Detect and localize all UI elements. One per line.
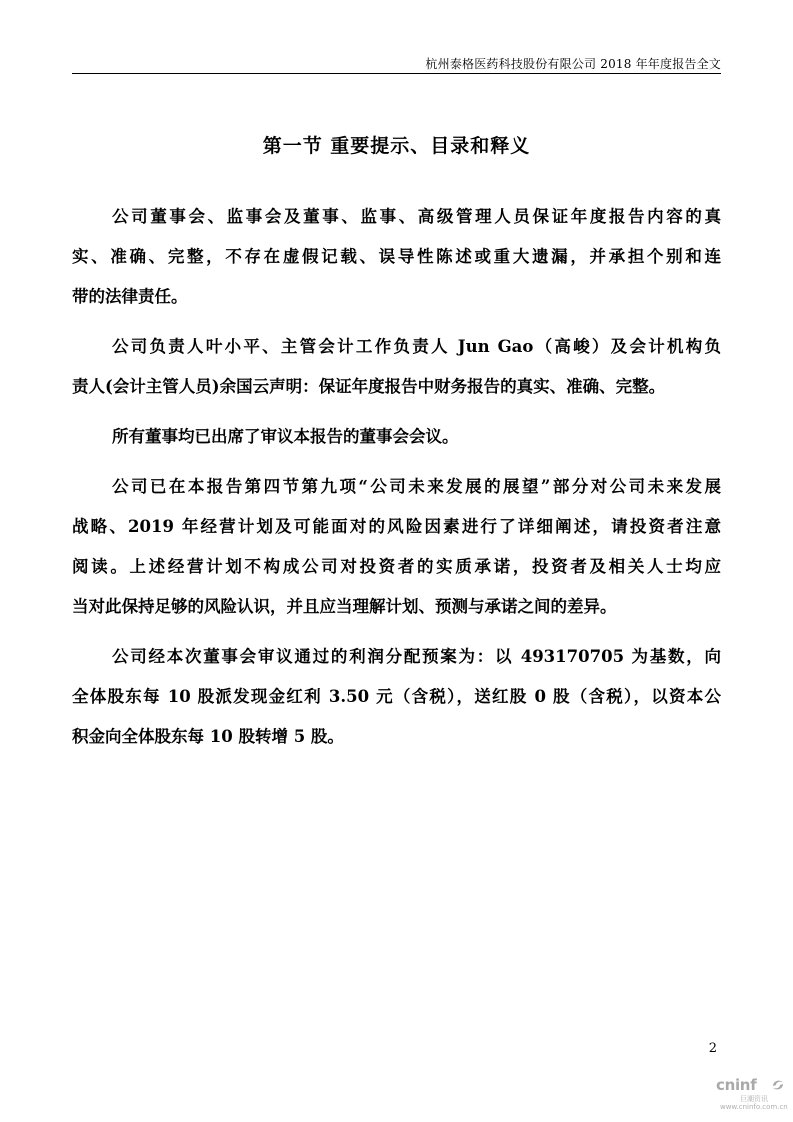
text-line: 公司已在本报告第四节第九项“公司未来发展的展望”部分对公司未来发展 [112,477,721,496]
cninfo-logo [716,1076,788,1116]
paragraph-profit-distribution [72,637,721,757]
text-line: 带的法律责任。 [72,287,188,306]
paragraph-officers-declaration [72,327,721,407]
header-divider [72,73,721,74]
text-line: 战略、2019 年经营计划及可能面对的风险因素进行了详细阐述，请投资者注意 [72,517,721,536]
paragraph-board-attendance [72,417,721,457]
cninfo-swirl-icon [770,1077,786,1093]
text-line: 公司负责人叶小平、主管会计工作负责人 Jun Gao（高峻）及会计机构负 [112,337,721,356]
text-line: 公司董事会、监事会及董事、监事、高级管理人员保证年度报告内容的真 [112,207,721,226]
paragraph-responsibility-statement [72,197,721,317]
text-line: 公司经本次董事会审议通过的利润分配预案为：以 493170705 为基数，向 [112,647,721,666]
header-title: 杭州泰格医药科技股份有限公司 2018 年年度报告全文 [425,57,721,71]
logo-wordmark: cninf [716,1076,757,1094]
section-title: 第一节 重要提示、目录和释义 [262,135,531,157]
text-line: 阅读。上述经营计划不构成公司对投资者的实质承诺，投资者及相关人士均应 [72,557,721,576]
page-number: 2 [708,1041,717,1056]
text-line: 所有董事均已出席了审议本报告的董事会会议。 [112,427,459,446]
text-line: 全体股东每 10 股派发现金红利 3.50 元（含税），送红股 0 股（含税），以资本公 [72,687,721,706]
text-line: 积金向全体股东每 10 股转增 5 股。 [72,727,344,746]
document-body [72,197,721,767]
text-line: 当对此保持足够的风险认识，并且应当理解计划、预测与承诺之间的差异。 [72,597,617,616]
logo-subtitle: 巨潮资讯 [740,1095,768,1103]
text-line: 责人(会计主管人员)余国云声明：保证年度报告中财务报告的真实、准确、完整。 [72,377,666,396]
logo-url: www.cninfo.com.cn [720,1103,788,1111]
text-line: 实、准确、完整，不存在虚假记载、误导性陈述或重大遗漏，并承担个别和连 [72,247,721,266]
paragraph-outlook-risk [72,467,721,627]
